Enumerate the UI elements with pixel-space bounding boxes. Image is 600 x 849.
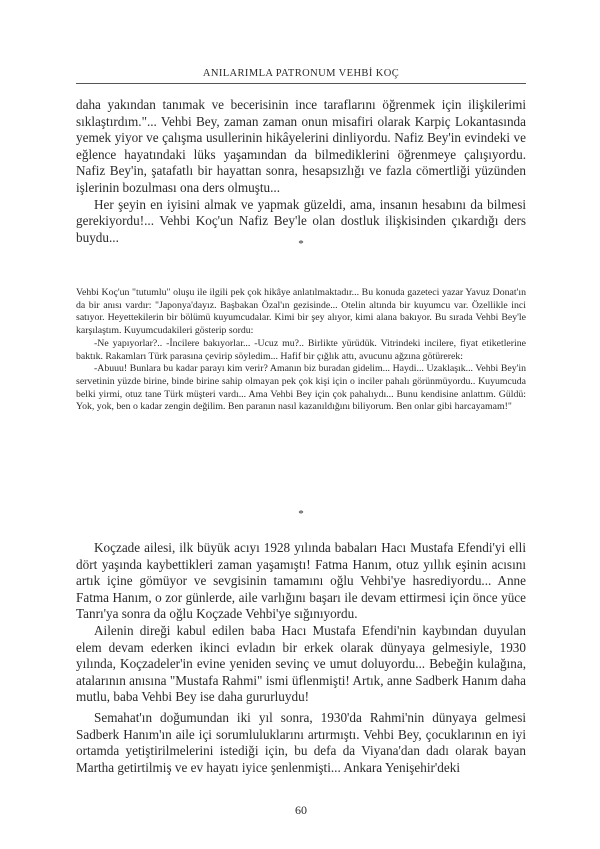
quote-block	[76, 287, 526, 414]
section-2	[76, 540, 526, 706]
section-separator: *	[298, 508, 304, 520]
running-header: ANILARIMLA PATRONUM VEHBİ KOÇ	[202, 68, 400, 79]
quote-paragraph: Vehbi Koç'un "tutumlu" oluşu ile ilgili pek çok hikâye anlatılmaktadır... Bu konuda gazeteci yazar Yavuz Donat'ın da bir anısı vardır: "Japonya'dayız. Başbakan Özal'ın gezisinde... Otelin altında bir kuyumcu var. Özellikle inci satıyor. Heyettekilerin bir bölümü kuyumcudalar. Kimi bir şey alıyor, kimi alana bakıyor. Bu sırada Vehbi Bey'le karşılaştım. Kuyumcudakileri gösterip sordu:	[76, 287, 526, 337]
page-number: 60	[295, 803, 307, 817]
paragraph: daha yakından tanımak ve becerisinin ince taraflarını öğrenmek için ilişkilerimi sıklaştırdım."... Vehbi Bey, zaman zaman onun misafiri olarak Karpiç Lokantasında yemek yiyor ve çalışma usullerinin hikâyelerini dinliyordu. Nafiz Bey'in evindeki ve eğlence hayatındaki lüks yaşamından da bilmediklerini öğrenmeye çalışıyordu. Nafiz Bey'in, şatafatlı bir hayattan sonra, hesapsızlığı ve fazla cömertliği yüzünden işlerinin bozulması ona ders olmuştu...	[76, 97, 526, 195]
section-1	[76, 97, 526, 246]
quote-paragraph: -Abuuu! Bunlara bu kadar parayı kim verir? Amanın biz buradan gidelim... Haydi... Uzaklaşık... Vehbi Bey'in servetinin yüzde birine, binde birine sahip olmayan pek çok kişi için o inciler pahalı görünmüyordu.. Kuyumcuda belki yirmi, otuz tane Türk müşteri vardı... Ama Vehbi Bey için çok pahalıydı... Bunu kendisine anlattım. Güldü: Yok, yok, ben o kadar zengin değilim. Ben paranın nasıl kazanıldığını biliyorum. Ben onlar gibi harcayamam!"	[76, 363, 526, 413]
paragraph: Koçzade ailesi, ilk büyük acıyı 1928 yılında babaları Hacı Mustafa Efendi'yi elli dört yaşında kaybettikleri zaman yaşamıştı! Fatma Hanım, otuz yıllık eşinin acısını artık içine gömüyor ve sevgisinin tamamını oğlu Vehbi'ye hasrediyordu... Anne Fatma Hanım, o zor günlerde, aile varlığını başarı ile devam ettirmesi için önce yüce Tanrı'ya sonra da oğlu Koçzade Vehbi'ye sığınıyordu.	[76, 540, 526, 622]
paragraph: Her şeyin en iyisini almak ve yapmak güzeldi, ama, insanın hesabını da bilmesi gerekiyordu!... Vehbi Koç'un Nafiz Bey'le olan dostluk ilişkisinden çıkardığı ders buydu...	[76, 196, 526, 245]
paragraph: Ailenin direği kabul edilen baba Hacı Mustafa Efendi'nin kaybından duyulan elem devam ederken ikinci evladın bir erkek olarak dünyaya gelmesiyle, 1930 yılında, Koçzadeler'in evine yeniden sevinç ve umut doluyordu... Bebeğin kulağına, atalarının anısına "Mustafa Rahmi" ismi üflenmişti! Artık, anne Sadberk Hanım daha mutlu, baba Vehbi Bey ise daha gururluydu!	[76, 622, 526, 705]
section-separator: *	[298, 238, 304, 250]
paragraph: Semahat'ın doğumundan iki yıl sonra, 1930'da Rahmi'nin dünyaya gelmesi Sadberk Hanım'ın aile içi sorumluluklarını artırmıştı. Vehbi Bey, çocuklarının en iyi ortamda yetiştirilmelerini istediği için, bu defa da Viyana'dan dadı olarak bayan Martha getirtilmiş ve ev hayatı iyice şenlenmişti... Ankara Yenişehir'deki	[76, 710, 526, 775]
quote-paragraph: -Ne yapıyorlar?.. -İncilere bakıyorlar... -Ucuz mu?.. Birlikte yürüdük. Vitrindeki incilere, fiyat etiketlerine baktık. Rakamları Türk parasına çevirip söyledim... Hafif bir çığlık attı, avucunu ağzına götürerek:	[76, 337, 526, 362]
section-3	[76, 710, 526, 776]
header-rule	[76, 83, 526, 84]
